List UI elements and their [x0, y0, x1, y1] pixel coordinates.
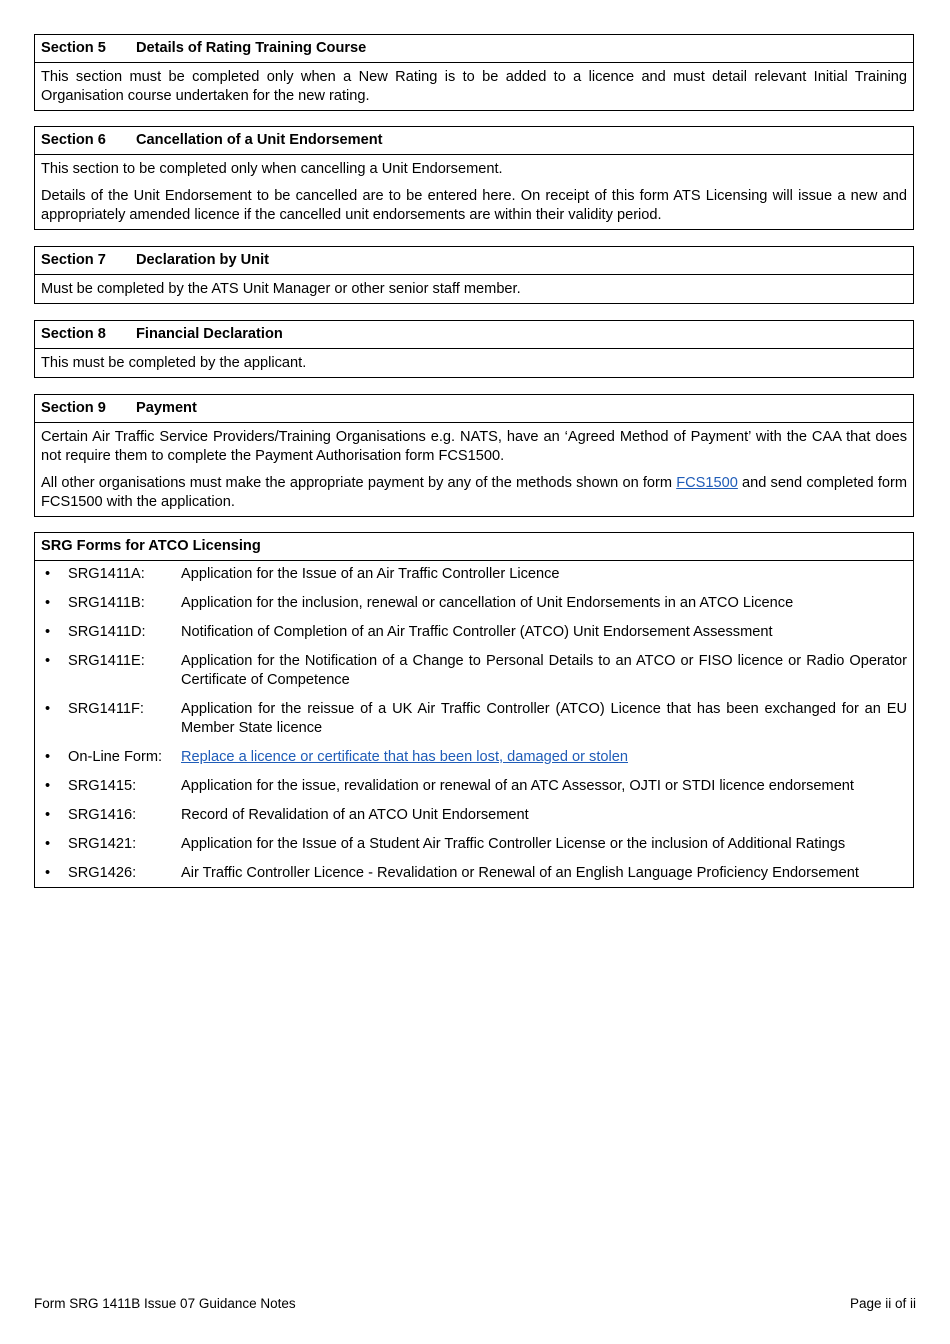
list-item	[41, 623, 907, 642]
srg-forms-box	[34, 532, 914, 888]
form-code: SRG1411B:	[68, 595, 145, 611]
bullet: •	[45, 749, 51, 765]
srg-forms-heading: SRG Forms for ATCO Licensing	[35, 533, 913, 561]
section-5-body	[35, 63, 913, 110]
bullet: •	[45, 624, 51, 640]
section-6-box	[34, 126, 914, 230]
section-8-heading	[35, 321, 913, 349]
section-paragraph: This section to be completed only when cancelling a Unit Endorsement.	[41, 161, 503, 177]
bullet: •	[45, 836, 51, 852]
bullet: •	[45, 865, 51, 881]
section-7-heading	[35, 247, 913, 275]
list-item	[41, 806, 907, 825]
form-description: Application for the inclusion, renewal or cancellation of Unit Endorsements in an ATCO Licence	[181, 595, 794, 611]
list-item	[41, 864, 907, 883]
section-number: Section 5	[41, 40, 106, 56]
list-item	[41, 748, 907, 767]
form-code: SRG1415:	[68, 778, 137, 794]
section-7-body	[35, 275, 913, 303]
list-item	[41, 700, 907, 738]
form-description: Application for the Issue of an Air Traffic Controller Licence	[181, 566, 560, 582]
section-number: Section 7	[41, 252, 106, 268]
section-paragraph: This section must be completed only when a New Rating is to be added to a licence and must detail relevant Initial Training Organisation course undertaken for the new rating.	[41, 69, 907, 104]
list-item	[41, 652, 907, 690]
form-code: SRG1411F:	[68, 701, 144, 717]
footer-page-number: Page ii of ii	[849, 1296, 916, 1311]
footer-form-reference: Form SRG 1411B Issue 07 Guidance Notes	[34, 1296, 296, 1311]
section-paragraph: Details of the Unit Endorsement to be cancelled are to be entered here. On receipt of this form ATS Licensing will issue a new and appropriately amended licence if the cancelled unit endorsements are within their validity period.	[41, 188, 907, 223]
online-form-description	[181, 748, 907, 767]
list-item	[41, 835, 907, 854]
payment-paragraph: All other organisations must make the appropriate payment by any of the methods shown on form FCS1500 and send completed form FCS1500 with the application.	[41, 475, 908, 510]
form-code: SRG1411E:	[68, 653, 145, 669]
form-description: Notification of Completion of an Air Traffic Controller (ATCO) Unit Endorsement Assessment	[181, 624, 773, 640]
srg-forms-list	[35, 561, 913, 887]
list-item	[41, 565, 907, 584]
section-5-heading	[35, 35, 913, 63]
list-item	[41, 777, 907, 796]
list-item	[41, 594, 907, 613]
form-code: SRG1411D:	[68, 624, 146, 640]
form-code: SRG1411A:	[68, 566, 145, 582]
form-code: SRG1416:	[68, 807, 137, 823]
section-paragraph: This must be completed by the applicant.	[41, 355, 307, 371]
section-number: Section 6	[41, 132, 106, 148]
section-7-box	[34, 246, 914, 304]
bullet: •	[45, 595, 51, 611]
section-paragraph: Certain Air Traffic Service Providers/Training Organisations e.g. NATS, have an ‘Agreed Method of Payment’ with the CAA that does not require them to complete the Payment Authorisation form FCS1500.	[41, 429, 907, 464]
form-code: On-Line Form:	[68, 749, 163, 765]
section-6-heading	[35, 127, 913, 155]
section-5-box	[34, 34, 914, 111]
page-footer	[34, 1294, 916, 1313]
section-number: Section 8	[41, 326, 106, 342]
section-title: Cancellation of a Unit Endorsement	[136, 132, 383, 148]
fcs1500-link[interactable]: FCS1500	[676, 475, 738, 491]
section-title: Financial Declaration	[136, 326, 283, 342]
section-8-body	[35, 349, 913, 377]
bullet: •	[45, 653, 51, 669]
section-9-box	[34, 394, 914, 517]
section-title: Details of Rating Training Course	[136, 40, 367, 56]
section-9-body	[35, 423, 913, 516]
bullet: •	[45, 701, 51, 717]
form-code: SRG1426:	[68, 865, 137, 881]
section-8-box	[34, 320, 914, 378]
bullet: •	[45, 566, 51, 582]
form-description: Application for the Issue of a Student Air Traffic Controller License or the inclusion of Additional Ratings	[181, 836, 846, 852]
section-paragraph: Must be completed by the ATS Unit Manager or other senior staff member.	[41, 281, 521, 297]
replace-licence-link[interactable]: Replace a licence or certificate that has been lost, damaged or stolen	[181, 749, 628, 765]
form-description: Application for the Notification of a Change to Personal Details to an ATCO or FISO licence or Radio Operator Certificate of Competence	[181, 653, 907, 688]
section-title: Payment	[136, 400, 197, 416]
form-code: SRG1421:	[68, 836, 137, 852]
section-6-body	[35, 155, 913, 229]
bullet: •	[45, 778, 51, 794]
bullet: •	[45, 807, 51, 823]
section-title: Declaration by Unit	[136, 252, 269, 268]
form-description: Air Traffic Controller Licence - Revalidation or Renewal of an English Language Proficiency Endorsement	[181, 865, 859, 881]
form-description: Application for the issue, revalidation or renewal of an ATC Assessor, OJTI or STDI licence endorsement	[181, 778, 854, 794]
form-description: Record of Revalidation of an ATCO Unit Endorsement	[181, 807, 529, 823]
section-number: Section 9	[41, 400, 106, 416]
form-description: Application for the reissue of a UK Air Traffic Controller (ATCO) Licence that has been exchanged for an EU Member State licence	[181, 701, 907, 736]
section-9-heading	[35, 395, 913, 423]
